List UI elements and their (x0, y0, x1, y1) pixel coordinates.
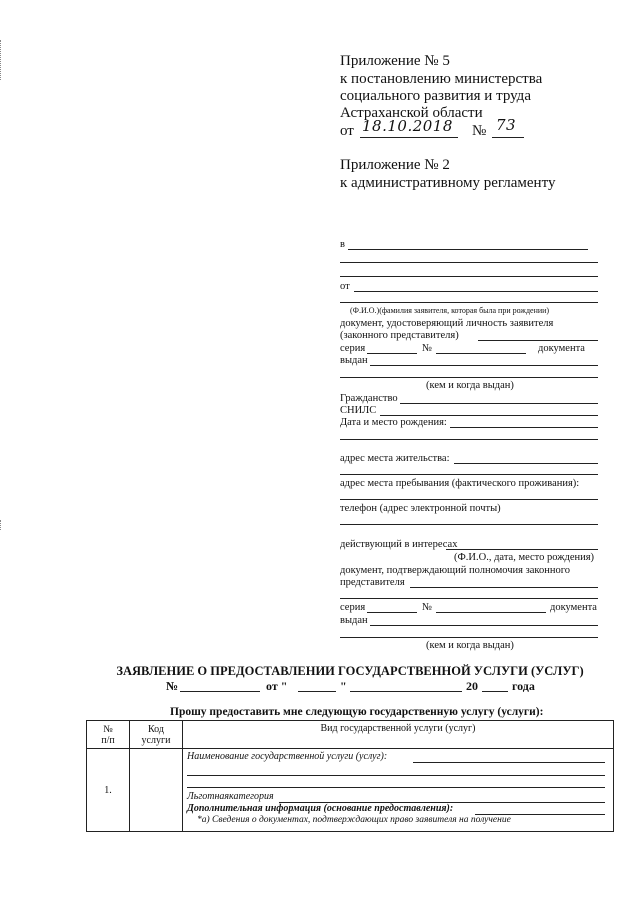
rep-doc-line2: представителя (340, 577, 405, 588)
col-code-line1: Код (148, 723, 164, 735)
fio-caption: (Ф.И.О.)(фамилия заявителя, которая была при рождении) (350, 306, 550, 315)
acting-caption: (Ф.И.О., дата, место рождения) (454, 552, 595, 563)
issued-label: выдан (340, 355, 368, 366)
citizenship-label: Гражданство (340, 393, 398, 404)
appendix2-line2: к административному регламенту (340, 175, 556, 191)
residence-label: адрес места жительства: (340, 453, 450, 464)
issued-caption: (кем и когда выдан) (426, 380, 514, 391)
col-type: Вид государственной услуги (услуг) (183, 721, 614, 749)
doc-line1: документ, удостоверяющий личность заявителя (340, 318, 554, 329)
appendix5-number-prefix: № (472, 123, 487, 139)
statement-title: ЗАЯВЛЕНИЕ О ПРЕДОСТАВЛЕНИИ ГОСУДАРСТВЕННОЙ УСЛУГИ (УСЛУГ) (116, 664, 584, 678)
statement-quote: " (340, 679, 347, 693)
issued2-caption: (кем и когда выдан) (426, 640, 514, 651)
appendix5-line1: Приложение № 5 (340, 53, 450, 69)
rep-doc-line1: документ, подтверждающий полномочия законного (340, 565, 571, 576)
statement-year-label: 20 (466, 679, 478, 693)
handwritten-date: 18.10.2018 (362, 117, 453, 135)
binding-marks (0, 520, 3, 530)
handwritten-number: 73 (496, 116, 517, 134)
stay-label: адрес места пребывания (фактического проживания): (340, 478, 580, 489)
phone-label: телефон (адрес электронной почты) (340, 503, 501, 514)
snils-label: СНИЛС (340, 405, 377, 416)
statement-year-suffix: года (512, 679, 535, 693)
request-text: Прошу предоставить мне следующую государственную услугу (услуги): (170, 706, 544, 718)
category-label: Льготнаякатегория (187, 791, 274, 802)
appendix2-line1: Приложение № 2 (340, 157, 450, 173)
from-label: от (340, 281, 350, 292)
col-num-line1: № (103, 723, 113, 735)
acting-label: действующий в интересах (340, 539, 458, 550)
appendix5-line2: к постановлению министерства (340, 71, 543, 87)
doc-line2: (законного представителя) (340, 330, 459, 341)
document-label: документа (538, 343, 585, 354)
series2-label: серия (340, 602, 366, 613)
document2-label: документа (550, 602, 597, 613)
table-header-row (87, 721, 614, 749)
statement-from-label: от " (266, 679, 288, 693)
number-label: № (422, 343, 433, 354)
appendix5-line3: социального развития и труда (340, 88, 531, 104)
issued2-label: выдан (340, 615, 368, 626)
table-row (87, 749, 614, 832)
col-num-line2: п/п (101, 734, 115, 746)
extra-info-label: Дополнительная информация (основание предоставления): (187, 803, 454, 814)
row-number: 1. (87, 749, 130, 832)
row-code-cell (130, 749, 183, 832)
item-a-text: *а) Сведения о документах, подтверждающих право заявителя на получение (197, 815, 511, 825)
col-code-line2: услуги (141, 734, 171, 746)
to-label: в (340, 239, 345, 250)
birth-label: Дата и место рождения: (340, 417, 447, 428)
services-table (86, 720, 614, 832)
statement-number-label: № (166, 679, 179, 693)
number2-label: № (422, 602, 433, 613)
service-name-label: Наименование государственной услуги (услуг): (187, 751, 388, 762)
series-label: серия (340, 343, 366, 354)
appendix5-date-prefix: от (340, 123, 354, 139)
binding-marks (0, 40, 3, 80)
appendix5-line4: Астраханской области (340, 105, 483, 121)
